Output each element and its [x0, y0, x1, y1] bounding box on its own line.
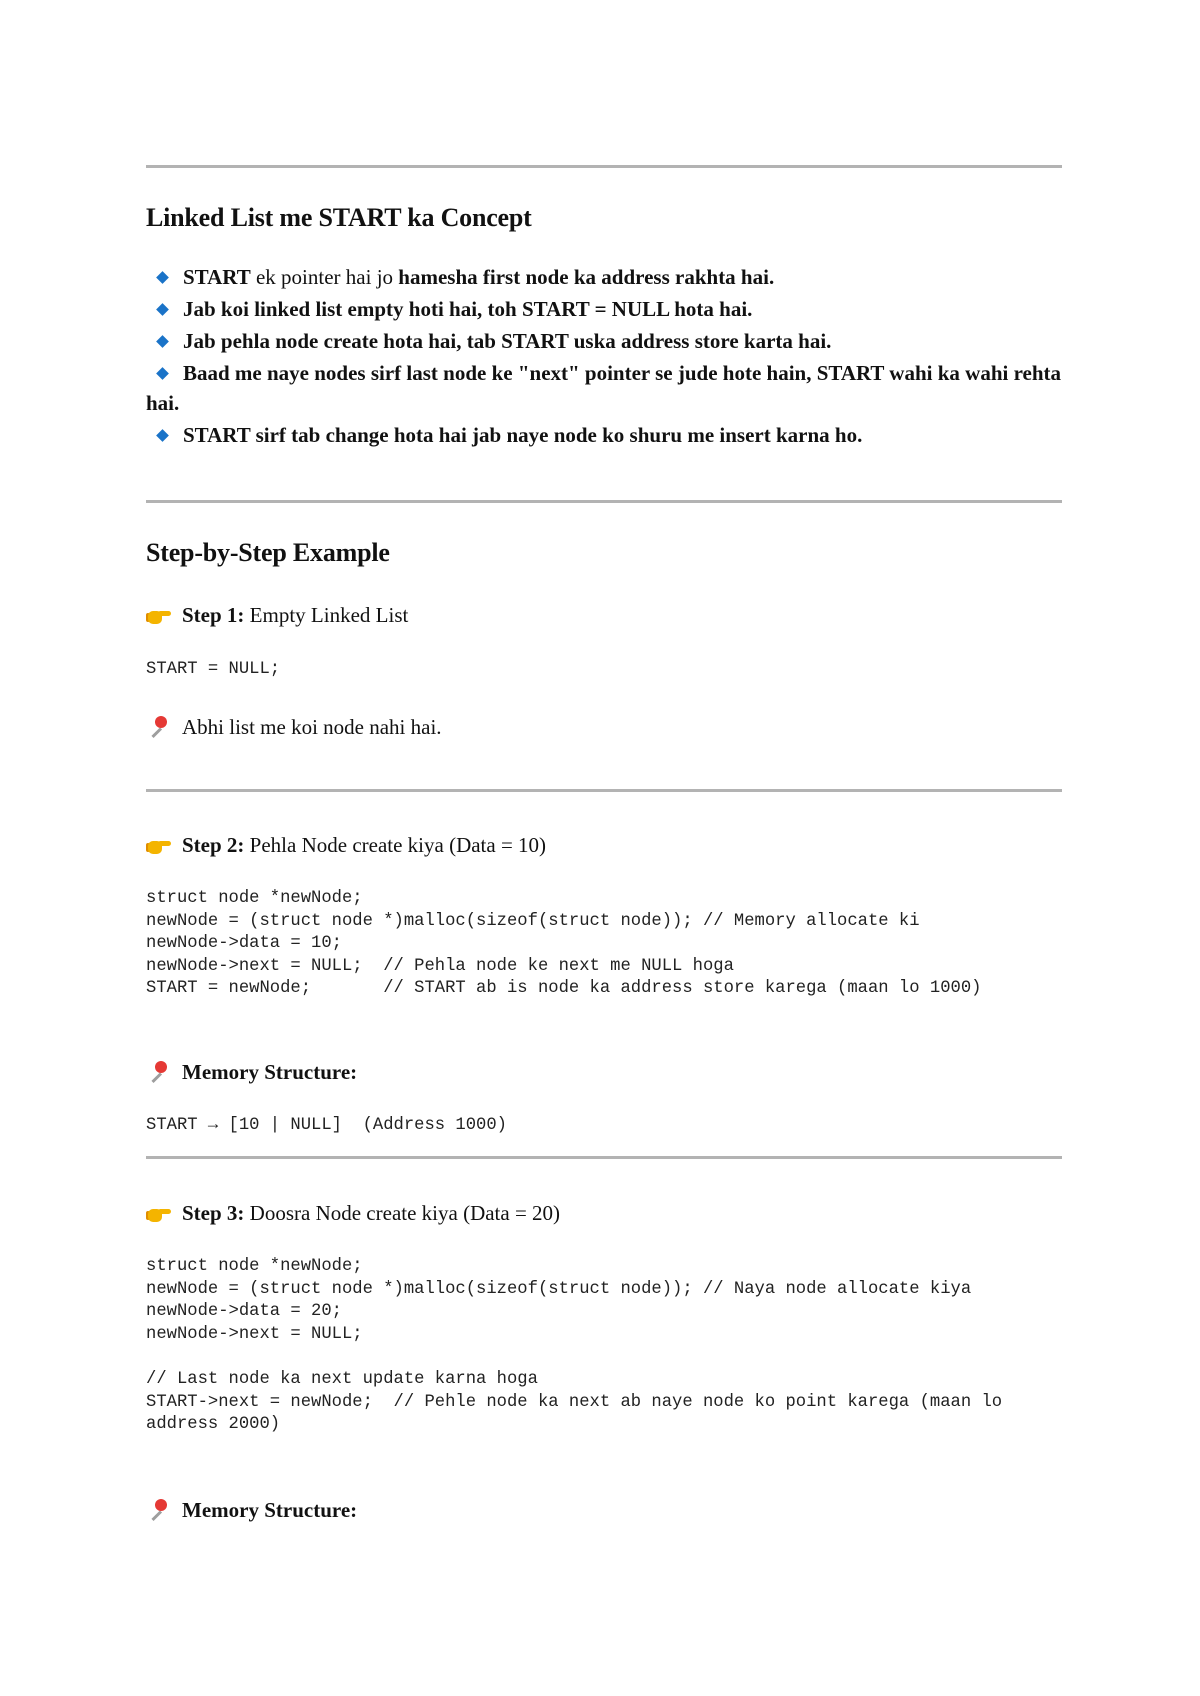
divider [146, 1156, 1062, 1159]
bullet-text: Baad me naye nodes sirf last node ke "next" pointer se jude hote hain, START wahi ka wahi rehta hai. [146, 361, 1062, 415]
divider [146, 500, 1062, 503]
pushpin-icon [146, 1060, 170, 1082]
blue-diamond-icon [156, 367, 169, 380]
step-1-code: START = NULL; [146, 660, 281, 679]
concept-bullet-item [146, 262, 1062, 292]
pushpin-icon [146, 715, 170, 737]
pointing-hand-icon [146, 605, 172, 625]
divider [146, 165, 1062, 168]
step-2-heading [146, 831, 546, 859]
bullet-text: START = NULL [521, 297, 669, 321]
step-text: Pehla Node create kiya (Data = 10) [244, 833, 547, 857]
pointing-hand-icon [146, 1203, 172, 1223]
pointing-hand-icon [146, 835, 172, 855]
memory-title: Memory Structure: [182, 1498, 358, 1522]
pushpin-icon [146, 1498, 170, 1520]
concept-bullet-item [146, 358, 1062, 418]
step-text: Doosra Node create kiya (Data = 20) [244, 1201, 561, 1225]
step-2-memory-code: START → [10 | NULL] (Address 1000) [146, 1116, 507, 1135]
step-label: Step 2: [182, 833, 245, 857]
bullet-text: Jab koi linked list empty hoti hai, toh [183, 297, 522, 321]
step-3-code: struct node *newNode; newNode = (struct node *)malloc(sizeof(struct node)); // Naya node allocate kiya newNode->data = 20; newNode->next = NULL; // Last node ka next update karna hoga START->next = newNode; // Pehle node ka next ab naye node ko point karega (maan lo address 2000) [146, 1257, 1003, 1435]
section-title-example: Step-by-Step Example [146, 538, 390, 567]
bullet-text: hamesha first node ka address rakhta hai. [398, 265, 775, 289]
concept-bullet-list [146, 262, 1062, 450]
step-1-note [146, 713, 442, 741]
blue-diamond-icon [156, 335, 169, 348]
step-1-heading [146, 601, 408, 629]
divider [146, 789, 1062, 792]
step-2-memory-heading [146, 1058, 357, 1086]
bullet-text: START [183, 265, 251, 289]
step-label: Step 1: [182, 603, 245, 627]
blue-diamond-icon [156, 303, 169, 316]
concept-bullet-item [146, 294, 1062, 324]
step-label: Step 3: [182, 1201, 245, 1225]
bullet-text: ek pointer hai jo [250, 265, 399, 289]
concept-bullet-item [146, 420, 1062, 450]
memory-title: Memory Structure: [182, 1060, 358, 1084]
section-title-concept: Linked List me START ka Concept [146, 203, 532, 232]
step-2-code: struct node *newNode; newNode = (struct node *)malloc(sizeof(struct node)); // Memory allocate ki newNode->data = 10; newNode->next = NULL; // Pehla node ke next me NULL hoga START = newNode; // START ab is node ka address store karega (maan lo 1000) [146, 889, 982, 999]
blue-diamond-icon [156, 271, 169, 284]
step-3-memory-heading [146, 1496, 357, 1524]
bullet-text: hota hai. [668, 297, 753, 321]
step-3-heading [146, 1199, 560, 1227]
bullet-text: Jab pehla node create hota hai, tab START uska address store karta hai. [183, 329, 832, 353]
note-text: Abhi list me koi node nahi hai. [182, 715, 442, 739]
concept-bullet-item [146, 326, 1062, 356]
blue-diamond-icon [156, 429, 169, 442]
step-text: Empty Linked List [244, 603, 409, 627]
bullet-text: START sirf tab change hota hai jab naye node ko shuru me insert karna ho. [183, 423, 863, 447]
